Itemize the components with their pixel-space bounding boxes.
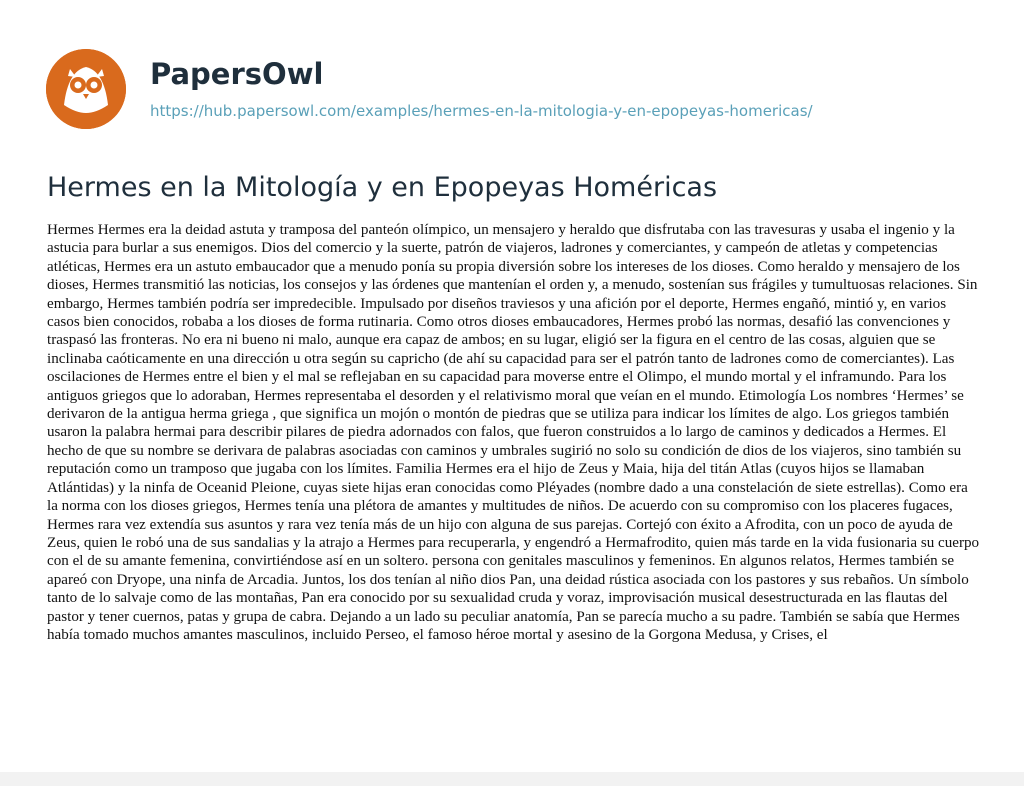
site-header [46, 57, 813, 129]
source-url-link[interactable]: https://hub.papersowl.com/examples/hermes-en-la-mitologia-y-en-epopeyas-homericas/ [150, 102, 813, 120]
bottom-bar [0, 772, 1024, 786]
brand-name[interactable]: PapersOwl [150, 57, 324, 91]
document-title: Hermes en la Mitología y en Epopeyas Homéricas [47, 172, 718, 203]
brand-block [150, 57, 813, 121]
owl-logo-graphic [46, 49, 126, 129]
owl-logo-icon [46, 49, 126, 129]
document-body: Hermes Hermes era la deidad astuta y tramposa del panteón olímpico, un mensajero y heraldo que disfrutaba con las travesuras y usaba el ingenio y la astucia para burlar a sus enemigos. Dios del comercio y la suerte, patrón de viajeros, ladrones y comerciantes, y campeón de atletas y competencias atléticas, Hermes era un astuto embaucador que a menudo ponía su propia diversión sobre los intereses de los dioses. Como heraldo y mensajero de los dioses, Hermes transmitió las noticias, los consejos y las órdenes que mantenían el orden y, a menudo, sostenían sus frágiles y tumultuosas relaciones. Sin embargo, Hermes también podría ser impredecible. Impulsado por diseños traviesos y una afición por el deporte, Hermes engañó, mintió y, en varios casos bien conocidos, robaba a los dioses de forma rutinaria. Como otros dioses embaucadores, Hermes probó las normas, desafió las convenciones y traspasó las fronteras. No era ni bueno ni malo, aunque era capaz de ambos; en su lugar, eligió ser la figura en el centro de las cosas, alguien que se inclinaba caóticamente en una dirección u otra según su capricho (de ahí su capacidad para ser el patrón tanto de ladrones como de comerciantes). Las oscilaciones de Hermes entre el bien y el mal se reflejaban en su capacidad para moverse entre el Olimpo, el mundo mortal y el inframundo. Para los antiguos griegos que lo adoraban, Hermes representaba el desorden y el relativismo moral que veían en el mundo. Etimología Los nombres ‘Hermes’ se derivaron de la antigua herma griega , que significa un mojón o montón de piedras que se utiliza para indicar los límites de algo. Los griegos también usaron la palabra hermai para describir pilares de piedra adornados con falos, que fueron construidos a lo largo de caminos y dedicados a Hermes. El hecho de que su nombre se derivara de palabras asociadas con caminos y umbrales sugirió no solo su condición de dios de los viajeros, sino también su reputación como un tramposo que jugaba con los límites. Familia Hermes era el hijo de Zeus y Maia, hija del titán Atlas (cuyos hijos se llamaban Atlántidas) y la ninfa de Oceanid Pleione, cuyas siete hijas eran conocidas como Pléyades (nombre dado a una constelación de siete estrellas). Como era la norma con los dioses griegos, Hermes tenía una plétora de amantes y multitudes de niños. De acuerdo con su compromiso con los placeres fugaces, Hermes rara vez extendía sus asuntos y rara vez tenía más de un hijo con alguna de sus parejas. Cortejó con éxito a Afrodita, con un poco de ayuda de Zeus, quien le robó una de sus sandalias y la atrajo a Hermes para recuperarla, y engendró a Hermafrodito, quien más tarde en la vida fusionaria su cuerpo con el de su amante femenina, convirtiéndose así en un soltero. persona con genitales masculinos y femeninos. En algunos relatos, Hermes también se apareó con Dryope, una ninfa de Arcadia. Juntos, los dos tenían al niño dios Pan, una deidad rústica asociada con los pastores y sus rebaños. Un símbolo tanto de lo salvaje como de las montañas, Pan era conocido por su sexualidad cruda y voraz, improvisación musical desestructurada en las flautas del pastor y tener cuernos, patas y grupa de cabra. Dejando a un lado su peculiar anatomía, Pan se parecía mucho a su padre. También se sabía que Hermes había tomado muchos amantes masculinos, incluido Perseo, el famoso héroe mortal y asesino de la Gorgona Medusa, y Crises, el [47, 222, 980, 643]
